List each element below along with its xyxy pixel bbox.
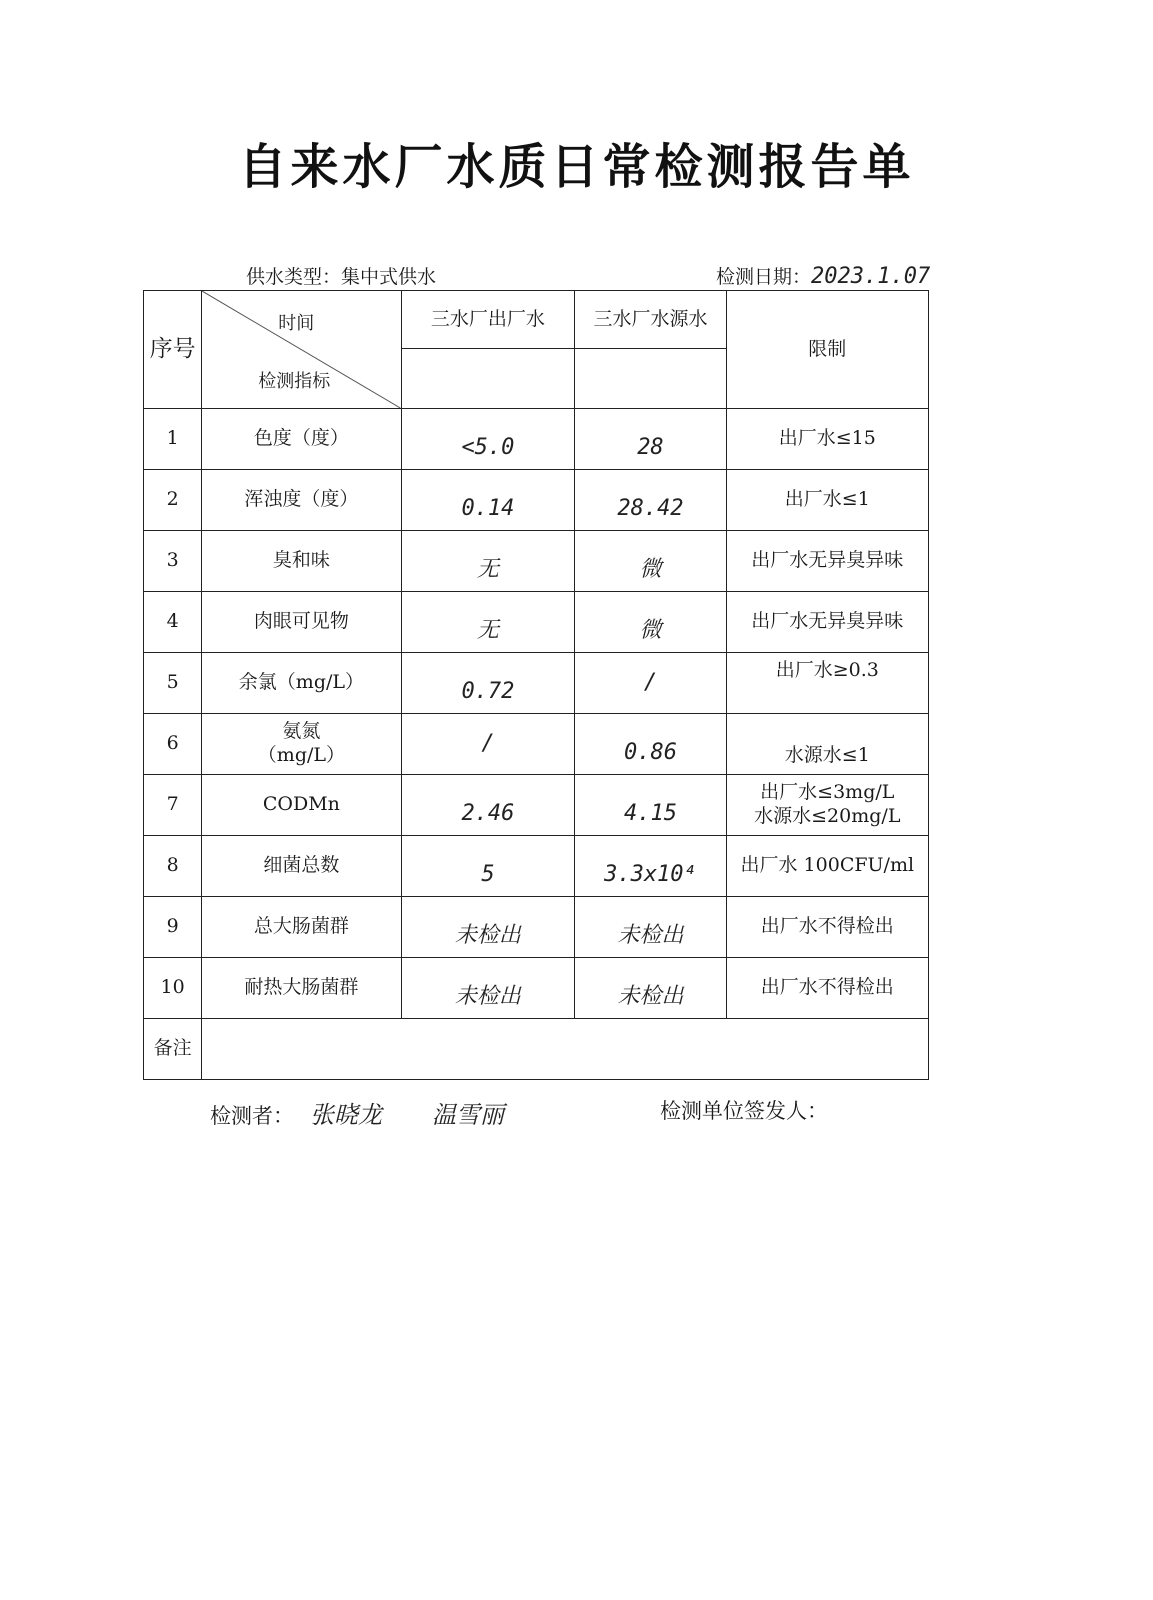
table-row [144,714,929,775]
row-indicator: 余氯（mg/L） [202,653,401,714]
row-outlet-value: / [401,714,575,775]
row-no: 9 [144,897,202,958]
row-indicator: 细菌总数 [202,836,401,897]
table-row [144,836,929,897]
remark-label: 备注 [144,1019,202,1080]
table-row [144,531,929,592]
tester-section [210,1095,504,1130]
row-source-value: 0.86 [575,714,726,775]
supply-type-value: 集中式供水 [341,266,437,288]
row-indicator: 浑浊度（度） [202,470,401,531]
row-indicator: 肉眼可见物 [202,592,401,653]
table-row [144,775,929,836]
row-source-value: 28 [575,409,726,470]
header-source-blank [575,349,726,409]
row-indicator: CODMn [202,775,401,836]
row-source-value: / [575,653,726,714]
row-limit: 出厂水≤15 [726,409,928,470]
row-no: 6 [144,714,202,775]
row-outlet-value: 未检出 [401,958,575,1019]
row-indicator-unit: （mg/L） [257,744,345,766]
test-date-value: 2023.1.07 [811,264,931,289]
table-row [144,897,929,958]
row-outlet-value: <5.0 [401,409,575,470]
supply-type-label: 供水类型： [246,266,342,288]
supply-type [246,262,436,289]
row-indicator [202,714,401,775]
tester-signature-2: 温雪丽 [432,1101,504,1129]
header-indicator: 检测指标 [258,371,331,392]
table-row [144,592,929,653]
row-limit-line2: 水源水≤20mg/L [754,805,901,827]
row-limit: 出厂水不得检出 [726,897,928,958]
table-row [144,958,929,1019]
row-indicator-name: 氨氮 [282,720,321,743]
row-source-value: 微 [575,531,726,592]
header-diagonal-cell [202,291,401,409]
row-no: 2 [144,470,202,531]
row-source-value: 微 [575,592,726,653]
row-no: 3 [144,531,202,592]
row-outlet-value: 未检出 [401,897,575,958]
table-row [144,409,929,470]
row-source-value: 3.3x10⁴ [575,836,726,897]
row-limit: 水源水≤1 [726,714,928,775]
row-no: 10 [144,958,202,1019]
row-no: 1 [144,409,202,470]
row-no: 5 [144,653,202,714]
row-no: 4 [144,592,202,653]
row-limit: 出厂水无异臭异味 [726,531,928,592]
tester-label: 检测者： [210,1104,294,1128]
row-indicator: 耐热大肠菌群 [202,958,401,1019]
remark-row [144,1019,929,1080]
row-no: 7 [144,775,202,836]
row-outlet-value: 无 [401,531,575,592]
row-source-value: 28.42 [575,470,726,531]
row-no: 8 [144,836,202,897]
header-time: 时间 [278,313,315,334]
header-limit: 限制 [726,291,928,409]
header-source: 三水厂水源水 [575,291,726,349]
row-indicator: 臭和味 [202,531,401,592]
row-limit: 出厂水无异臭异味 [726,592,928,653]
issuer-label: 检测单位签发人： [660,1099,828,1123]
row-outlet-value: 5 [401,836,575,897]
table-row [144,653,929,714]
row-source-value: 4.15 [575,775,726,836]
remark-content [202,1019,929,1080]
tester-signature-1: 张晓龙 [310,1101,382,1129]
row-outlet-value: 0.72 [401,653,575,714]
row-indicator: 色度（度） [202,409,401,470]
header-seq: 序号 [144,291,202,409]
row-outlet-value: 0.14 [401,470,575,531]
test-date-label: 检测日期： [716,266,812,288]
test-date [716,262,930,289]
row-limit: 出厂水≥0.3 [726,653,928,714]
page-title: 自来水厂水质日常检测报告单 [238,139,915,195]
row-indicator: 总大肠菌群 [202,897,401,958]
row-limit: 出厂水 100CFU/ml [726,836,928,897]
row-limit [726,775,928,836]
row-limit: 出厂水≤1 [726,470,928,531]
row-outlet-value: 无 [401,592,575,653]
header-outlet: 三水厂出厂水 [401,291,575,349]
row-limit: 出厂水不得检出 [726,958,928,1019]
row-source-value: 未检出 [575,958,726,1019]
header-outlet-blank [401,349,575,409]
report-table [143,290,929,1080]
table-row [144,470,929,531]
row-source-value: 未检出 [575,897,726,958]
row-limit-line1: 出厂水≤3mg/L [760,781,895,804]
row-outlet-value: 2.46 [401,775,575,836]
